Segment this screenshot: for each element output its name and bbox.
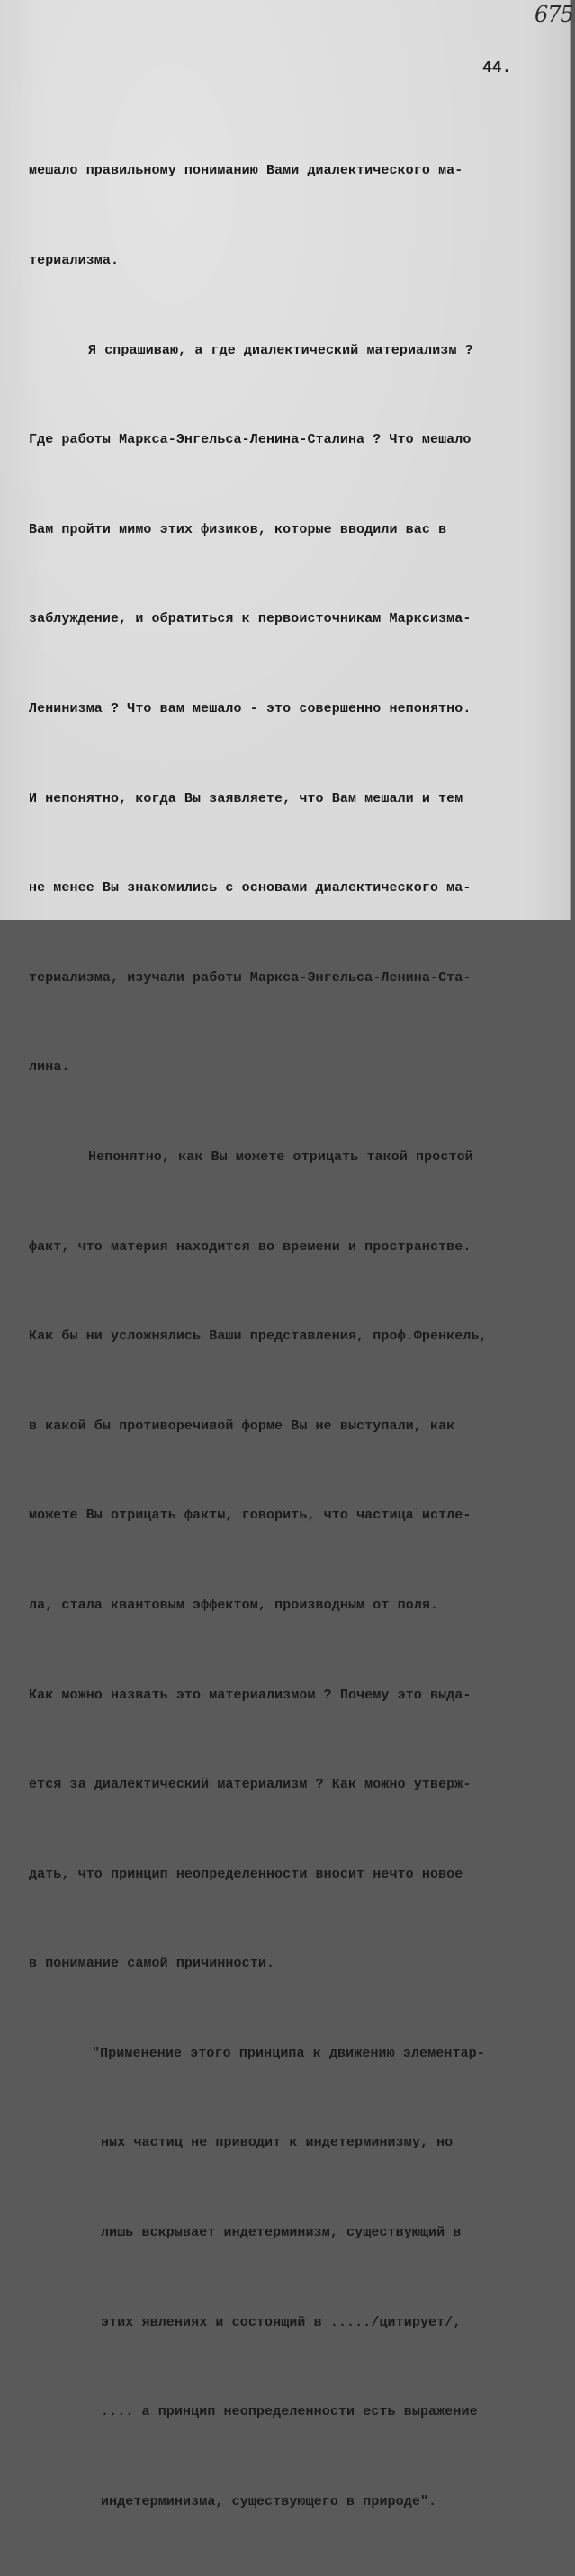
quote-line: .... а принцип неопределенности есть выражение	[101, 2404, 478, 2420]
document-body	[29, 96, 551, 2576]
quote-line: этих явлениях и состоящий в ...../цитирует/,	[101, 2314, 462, 2330]
text-line: ла, стала квантовым эффектом, производным от поля.	[29, 1597, 439, 1613]
text-line: в понимание самой причинности.	[29, 1956, 275, 1972]
text-line: териализма, изучали работы Маркса-Энгельса-Ленина-Ста-	[29, 969, 472, 986]
page-number: 44.	[482, 59, 512, 77]
text-line: И непонятно, когда Вы заявляете, что Вам мешали и тем	[29, 790, 463, 806]
text-line: ется за диалектический материализм ? Как можно утверж-	[29, 1777, 472, 1793]
text-line: териализма.	[29, 253, 120, 268]
text-line: Вам пройти мимо этих физиков, которые вводили вас в	[29, 521, 447, 537]
text-line: Я спрашиваю, а где диалектический материализм ?	[88, 342, 473, 358]
text-line: в какой бы противоречивой форме Вы не выступали, как	[29, 1418, 455, 1434]
text-line: Как бы ни усложнялись Ваши представления, проф.Френкель,	[29, 1329, 488, 1345]
text-line: лина.	[29, 1059, 70, 1076]
text-line: дать, что принцип неопределенности вносит нечто новое	[29, 1866, 463, 1882]
quote-line: "Применение этого принципа к движению элементар-	[92, 2045, 485, 2061]
text-line: Как можно назвать это материализмом ? Почему это выда-	[29, 1687, 472, 1703]
text-line: факт, что материя находится во времени и пространстве.	[29, 1238, 472, 1255]
text-line: не менее Вы знакомились с основами диалектического ма-	[29, 880, 472, 896]
text-line: мешало правильному пониманию Вами диалектического ма-	[29, 163, 463, 179]
text-line: заблуждение, и обратиться к первоисточникам Марксизма-	[29, 611, 472, 627]
text-line: Ленинизма ? Что вам мешало - это совершенно непонятно.	[29, 700, 472, 716]
text-line: можете Вы отрицать факты, говорить, что частица истле-	[29, 1508, 472, 1524]
text-line: Где работы Маркса-Энгельса-Ленина-Сталина ? Что мешало	[29, 432, 472, 448]
quote-line: лишь вскрывает индетерминизм, существующий в	[101, 2225, 462, 2241]
archive-number: 675	[535, 2, 573, 27]
text-line: Непонятно, как Вы можете отрицать такой простой	[88, 1148, 473, 1165]
quote-line: ных частиц не приводит к индетерминизму, но	[101, 2135, 454, 2151]
quote-line: индетерминизма, существующего в природе".	[101, 2493, 437, 2509]
